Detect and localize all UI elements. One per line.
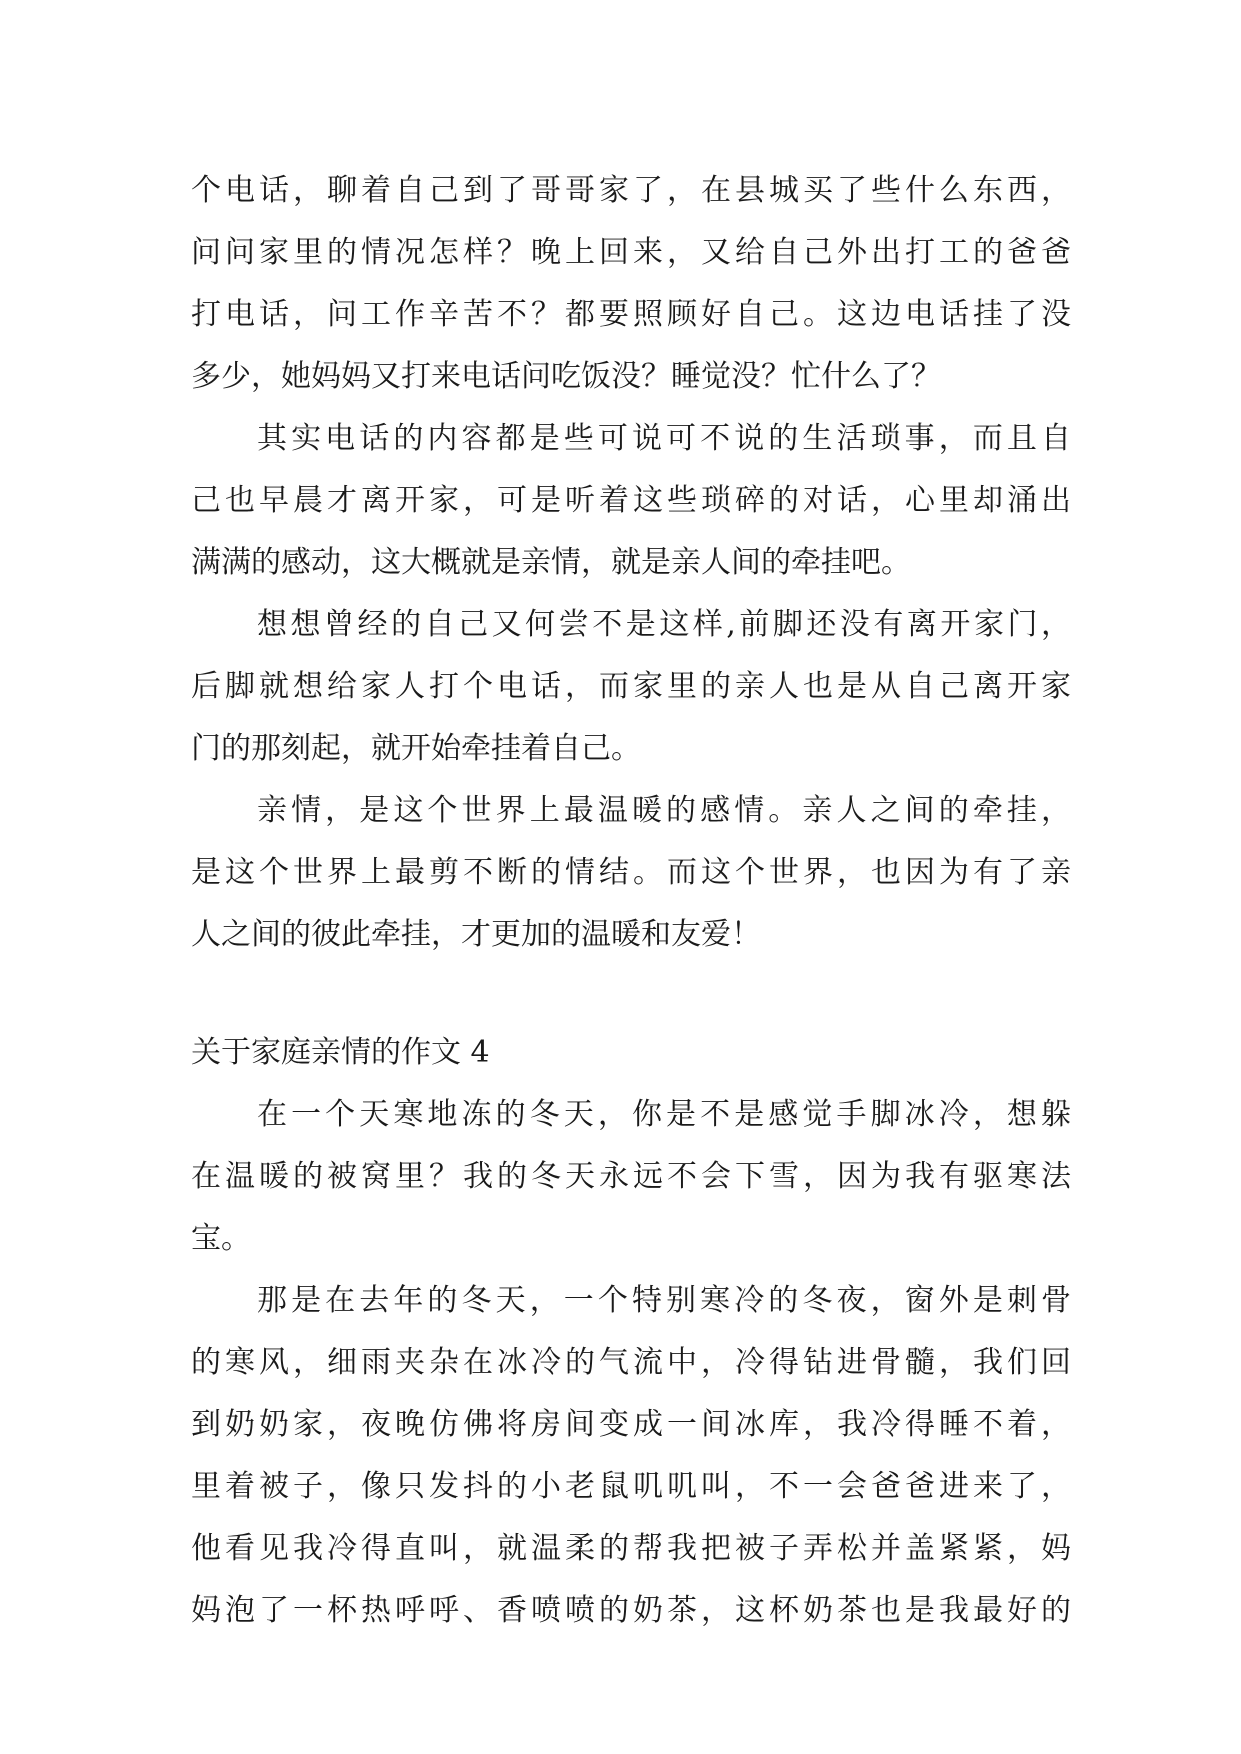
text-line: 人之间的彼此牵挂，才更加的温暖和友爱！ xyxy=(191,917,761,952)
text-line: 其实电话的内容都是些可说可不说的生活琐事，而且自 xyxy=(257,421,1071,456)
text-line: 个电话，聊着自己到了哥哥家了，在县城买了些什么东西， xyxy=(191,173,1071,208)
paragraph xyxy=(191,408,1071,594)
paragraph xyxy=(191,1084,1071,1270)
text-line: 后脚就想给家人打个电话，而家里的亲人也是从自己离开家 xyxy=(191,669,1071,704)
text-line: 门的那刻起，就开始牵挂着自己。 xyxy=(191,731,641,766)
text-line: 多少，她妈妈又打来电话问吃饭没？睡觉没？忙什么了？ xyxy=(191,359,941,394)
text-line: 亲情，是这个世界上最温暖的感情。亲人之间的牵挂， xyxy=(257,793,1071,828)
text-line: 在一个天寒地冻的冬天，你是不是感觉手脚冰冷，想躲 xyxy=(257,1097,1071,1132)
text-line: 妈泡了一杯热呼呼、香喷喷的奶茶，这杯奶茶也是我最好的 xyxy=(191,1593,1071,1628)
paragraph xyxy=(191,780,1071,966)
section-spacer xyxy=(191,966,1071,1022)
text-line: 想想曾经的自己又何尝不是这样,前脚还没有离开家门， xyxy=(257,607,1071,642)
text-line: 是这个世界上最剪不断的情结。而这个世界，也因为有了亲 xyxy=(191,855,1071,890)
text-line: 那是在去年的冬天，一个特别寒冷的冬夜，窗外是刺骨 xyxy=(257,1283,1071,1318)
text-line: 在温暖的被窝里？我的冬天永远不会下雪，因为我有驱寒法 xyxy=(191,1159,1071,1194)
text-line: 满满的感动，这大概就是亲情，就是亲人间的牵挂吧。 xyxy=(191,545,911,580)
paragraph xyxy=(191,594,1071,780)
document-body xyxy=(191,160,1071,1642)
text-line: 里着被子，像只发抖的小老鼠叽叽叫，不一会爸爸进来了， xyxy=(191,1469,1071,1504)
paragraph xyxy=(191,160,1071,408)
text-line: 问问家里的情况怎样？晚上回来，又给自己外出打工的爸爸 xyxy=(191,235,1071,270)
text-line: 到奶奶家，夜晚仿佛将房间变成一间冰库，我冷得睡不着， xyxy=(191,1407,1071,1442)
text-line: 宝。 xyxy=(191,1221,251,1256)
section-title: 关于家庭亲情的作文 4 xyxy=(191,1035,490,1070)
text-line: 的寒风，细雨夹杂在冰冷的气流中，冷得钻进骨髓，我们回 xyxy=(191,1345,1071,1380)
text-line: 己也早晨才离开家，可是听着这些琐碎的对话，心里却涌出 xyxy=(191,483,1071,518)
text-line: 他看见我冷得直叫，就温柔的帮我把被子弄松并盖紧紧，妈 xyxy=(191,1531,1071,1566)
text-line: 打电话，问工作辛苦不？都要照顾好自己。这边电话挂了没 xyxy=(191,297,1071,332)
paragraph xyxy=(191,1270,1071,1642)
